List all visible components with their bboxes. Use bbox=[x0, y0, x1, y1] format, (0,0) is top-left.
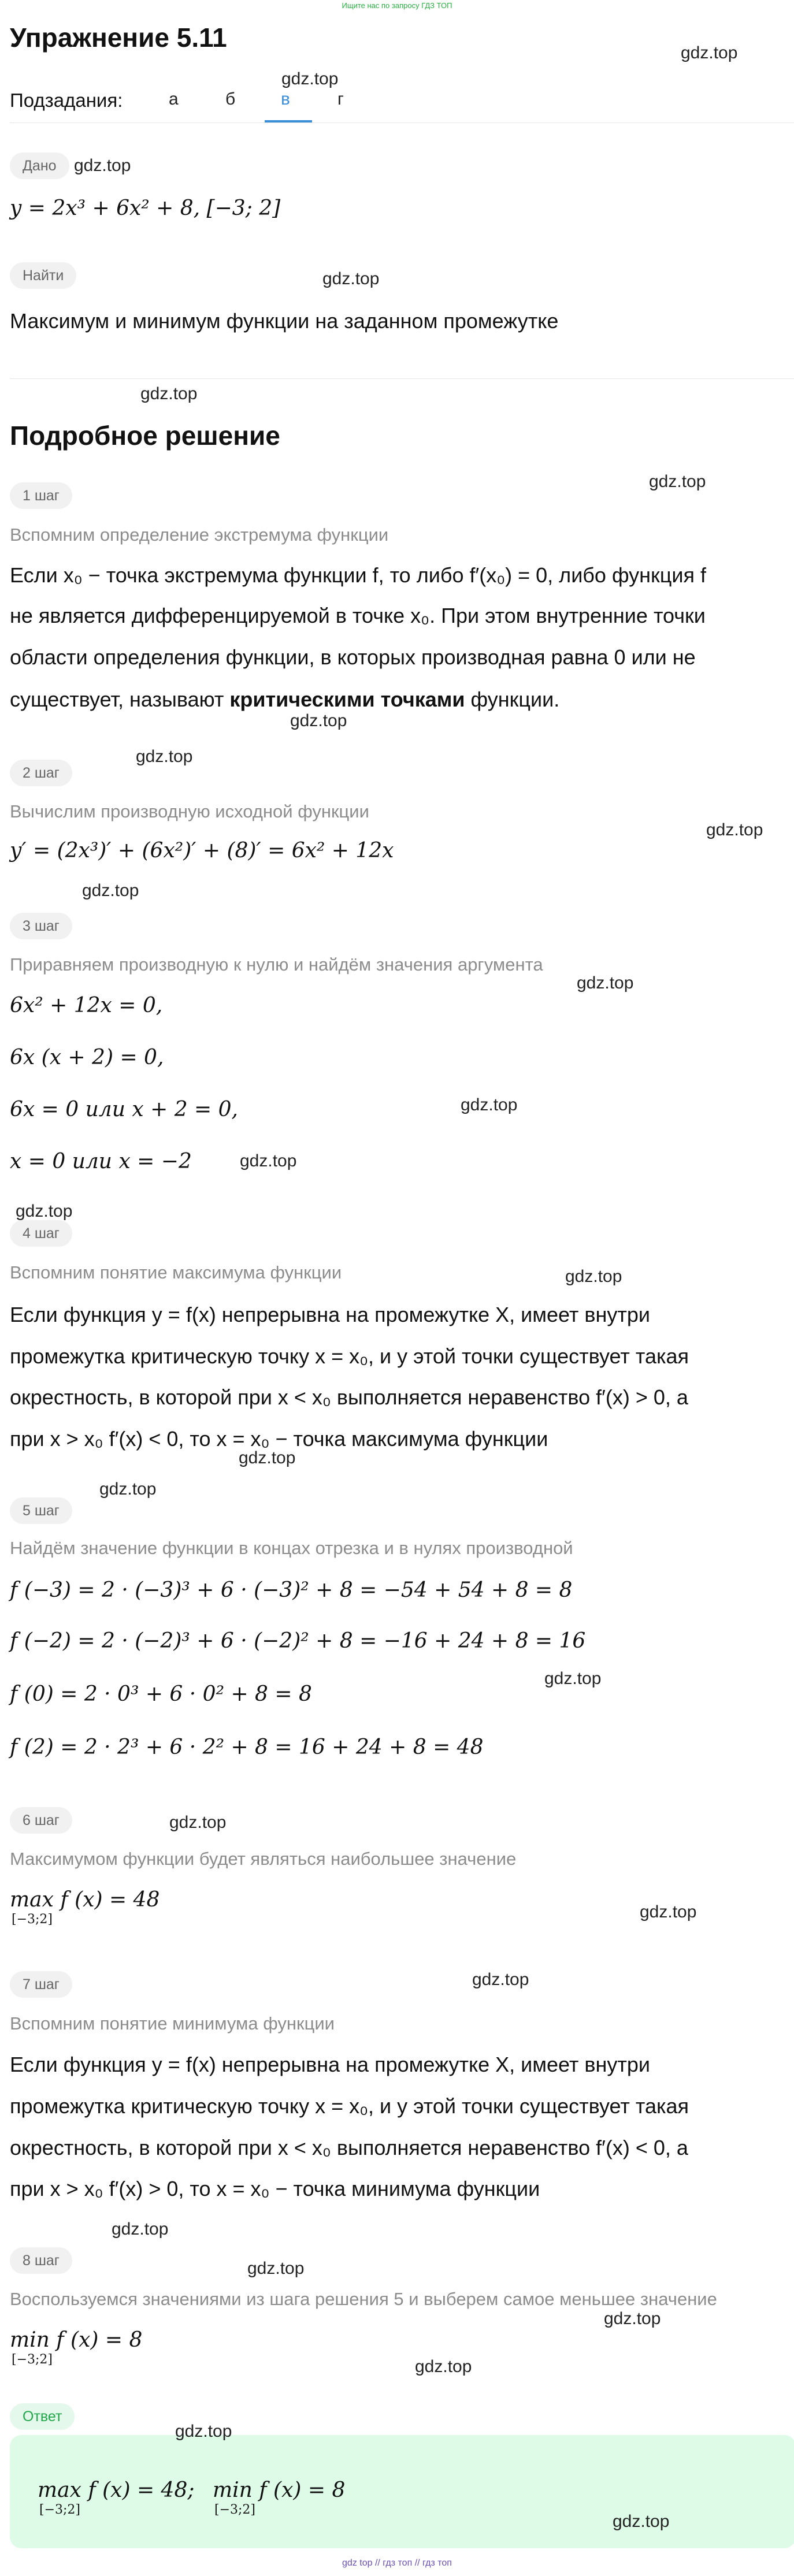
step-1-line-4-pre: существует, называют bbox=[10, 687, 230, 711]
step-1-line-4 bbox=[10, 687, 559, 712]
watermark: gdz.top bbox=[577, 973, 634, 993]
watermark: gdz.top bbox=[322, 269, 380, 288]
answer-max-expression: max f (x) = 48; bbox=[38, 2478, 195, 2502]
header-separator bbox=[10, 122, 794, 123]
watermark: gdz.top bbox=[239, 1448, 296, 1467]
subtasks-label: Подзадания: bbox=[10, 90, 123, 111]
step-6-max-expression: max f (x) = 48 bbox=[10, 1888, 160, 1912]
step-3-line-2: 6x (x + 2) = 0, bbox=[10, 1046, 164, 1069]
step-8-min-expression: min f (x) = 8 bbox=[10, 2328, 143, 2352]
watermark: gdz.top bbox=[169, 1813, 227, 1832]
step-6-chip: 6 шаг bbox=[10, 1807, 72, 1834]
footer-links[interactable]: gdz top // гдз топ // гдз топ bbox=[342, 2558, 452, 2568]
step-1-line-1: Если x₀ − точка экстремума функции f, то либо f′(x₀) = 0, либо функция f bbox=[10, 563, 707, 587]
watermark: gdz.top bbox=[74, 156, 131, 175]
step-7-line-3: окрестность, в которой при x < x₀ выполняется неравенство f′(x) < 0, а bbox=[10, 2136, 688, 2159]
page-title: Упражнение 5.11 bbox=[10, 23, 227, 53]
watermark: gdz.top bbox=[136, 747, 193, 766]
step-2-derivative: y′ = (2x³)′ + (6x²)′ + (8)′ = 6x² + 12x bbox=[10, 839, 394, 863]
find-chip: Найти bbox=[10, 262, 76, 289]
watermark: gdz.top bbox=[706, 820, 763, 839]
watermark: gdz.top bbox=[415, 2357, 472, 2376]
answer-chip: Ответ bbox=[10, 2403, 75, 2430]
step-7-line-2: промежутка критическую точку x = x₀, и у этой точки существует такая bbox=[10, 2094, 689, 2118]
watermark: gdz.top bbox=[613, 2512, 670, 2531]
step-4-line-4: при x > x₀ f′(x) < 0, то x = x₀ − точка максимума функции bbox=[10, 1427, 548, 1451]
watermark: gdz.top bbox=[472, 1970, 529, 1989]
watermark: gdz.top bbox=[112, 2220, 169, 2239]
step-2-caption: Вычислим производную исходной функции bbox=[10, 801, 369, 822]
step-1-chip: 1 шаг bbox=[10, 482, 72, 509]
watermark: gdz.top bbox=[82, 881, 139, 900]
step-3-chip: 3 шаг bbox=[10, 913, 72, 939]
tab-g[interactable]: г bbox=[337, 90, 344, 109]
answer-min-subscript: [−3;2] bbox=[214, 2503, 256, 2517]
step-3-line-1: 6x² + 12x = 0, bbox=[10, 994, 163, 1017]
step-6-caption: Максимумом функции будет являться наибольшее значение bbox=[10, 1849, 517, 1869]
watermark: gdz.top bbox=[140, 384, 198, 403]
critical-points-term: критическими точками bbox=[229, 687, 465, 711]
answer-min-expression: min f (x) = 8 bbox=[213, 2478, 346, 2502]
solution-title: Подробное решение bbox=[10, 421, 280, 451]
step-4-caption: Вспомним понятие максимума функции bbox=[10, 1262, 342, 1283]
step-5-line-2: f (−2) = 2 · (−2)³ + 6 · (−2)² + 8 = −16 + 24 + 8 = 16 bbox=[10, 1629, 586, 1653]
watermark: gdz.top bbox=[681, 43, 738, 62]
find-text: Максимум и минимум функции на заданном промежутке bbox=[10, 309, 559, 333]
step-5-line-1: f (−3) = 2 · (−3)³ + 6 · (−3)² + 8 = −54 + 54 + 8 = 8 bbox=[10, 1578, 573, 1602]
step-4-line-2: промежутка критическую точку x = x₀, и у этой точки существует такая bbox=[10, 1344, 689, 1368]
step-3-caption: Приравняем производную к нулю и найдём значения аргумента bbox=[10, 954, 543, 975]
step-6-interval-subscript: [−3;2] bbox=[12, 1912, 53, 1927]
watermark: gdz.top bbox=[565, 1267, 622, 1286]
answer-max-subscript: [−3;2] bbox=[39, 2503, 81, 2517]
step-4-line-1: Если функция y = f(x) непрерывна на промежутке X, имеет внутри bbox=[10, 1303, 650, 1326]
step-8-interval-subscript: [−3;2] bbox=[12, 2352, 53, 2367]
step-4-chip: 4 шаг bbox=[10, 1220, 72, 1247]
step-7-line-1: Если функция y = f(x) непрерывна на промежутке X, имеет внутри bbox=[10, 2053, 650, 2076]
step-8-chip: 8 шаг bbox=[10, 2247, 72, 2274]
step-1-caption: Вспомним определение экстремума функции bbox=[10, 525, 389, 545]
watermark: gdz.top bbox=[604, 2309, 661, 2328]
step-7-caption: Вспомним понятие минимума функции bbox=[10, 2013, 335, 2034]
step-4-line-3: окрестность, в которой при x < x₀ выполняется неравенство f′(x) > 0, а bbox=[10, 1385, 688, 1409]
step-5-line-4: f (2) = 2 · 2³ + 6 · 2² + 8 = 16 + 24 + 8 = 48 bbox=[10, 1735, 484, 1759]
watermark: gdz.top bbox=[544, 1669, 602, 1688]
given-formula: y = 2x³ + 6x² + 8, [−3; 2] bbox=[10, 196, 281, 220]
step-7-line-4: при x > x₀ f′(x) > 0, то x = x₀ − точка минимума функции bbox=[10, 2177, 540, 2200]
tab-b[interactable]: б bbox=[225, 90, 236, 109]
step-8-caption: Воспользуемся значениями из шага решения 5 и выберем самое меньшее значение bbox=[10, 2289, 717, 2309]
watermark: gdz.top bbox=[175, 2422, 232, 2441]
watermark: gdz.top bbox=[649, 472, 706, 491]
step-1-line-4-post: функции. bbox=[465, 687, 560, 711]
given-chip: Дано bbox=[10, 153, 69, 179]
watermark: gdz.top bbox=[247, 2259, 305, 2278]
section-separator bbox=[10, 378, 794, 379]
tab-a[interactable]: а bbox=[169, 90, 179, 109]
watermark: gdz.top bbox=[640, 1902, 697, 1921]
step-3-line-3: 6x = 0 или x + 2 = 0, bbox=[10, 1098, 238, 1121]
step-1-line-3: области определения функции, в которых производная равна 0 или не bbox=[10, 645, 696, 669]
tab-v[interactable]: в bbox=[281, 90, 290, 109]
watermark: gdz.top bbox=[99, 1480, 157, 1499]
watermark: gdz.top bbox=[16, 1202, 73, 1221]
step-7-chip: 7 шаг bbox=[10, 1971, 72, 1998]
top-ad-text[interactable]: Ищите нас по запросу ГДЗ ТОП bbox=[342, 1, 452, 10]
step-3-line-4: x = 0 или x = −2 bbox=[10, 1150, 192, 1173]
watermark: gdz.top bbox=[461, 1095, 518, 1114]
step-1-line-2: не является дифференцируемой в точке x₀. При этом внутренние точки bbox=[10, 604, 706, 627]
watermark: gdz.top bbox=[290, 711, 347, 730]
watermark: gdz.top bbox=[281, 69, 339, 88]
step-2-chip: 2 шаг bbox=[10, 760, 72, 786]
step-5-line-3: f (0) = 2 · 0³ + 6 · 0² + 8 = 8 bbox=[10, 1682, 312, 1706]
step-5-chip: 5 шаг bbox=[10, 1497, 72, 1524]
step-5-caption: Найдём значение функции в концах отрезка и в нулях производной bbox=[10, 1538, 573, 1558]
watermark: gdz.top bbox=[240, 1151, 297, 1170]
